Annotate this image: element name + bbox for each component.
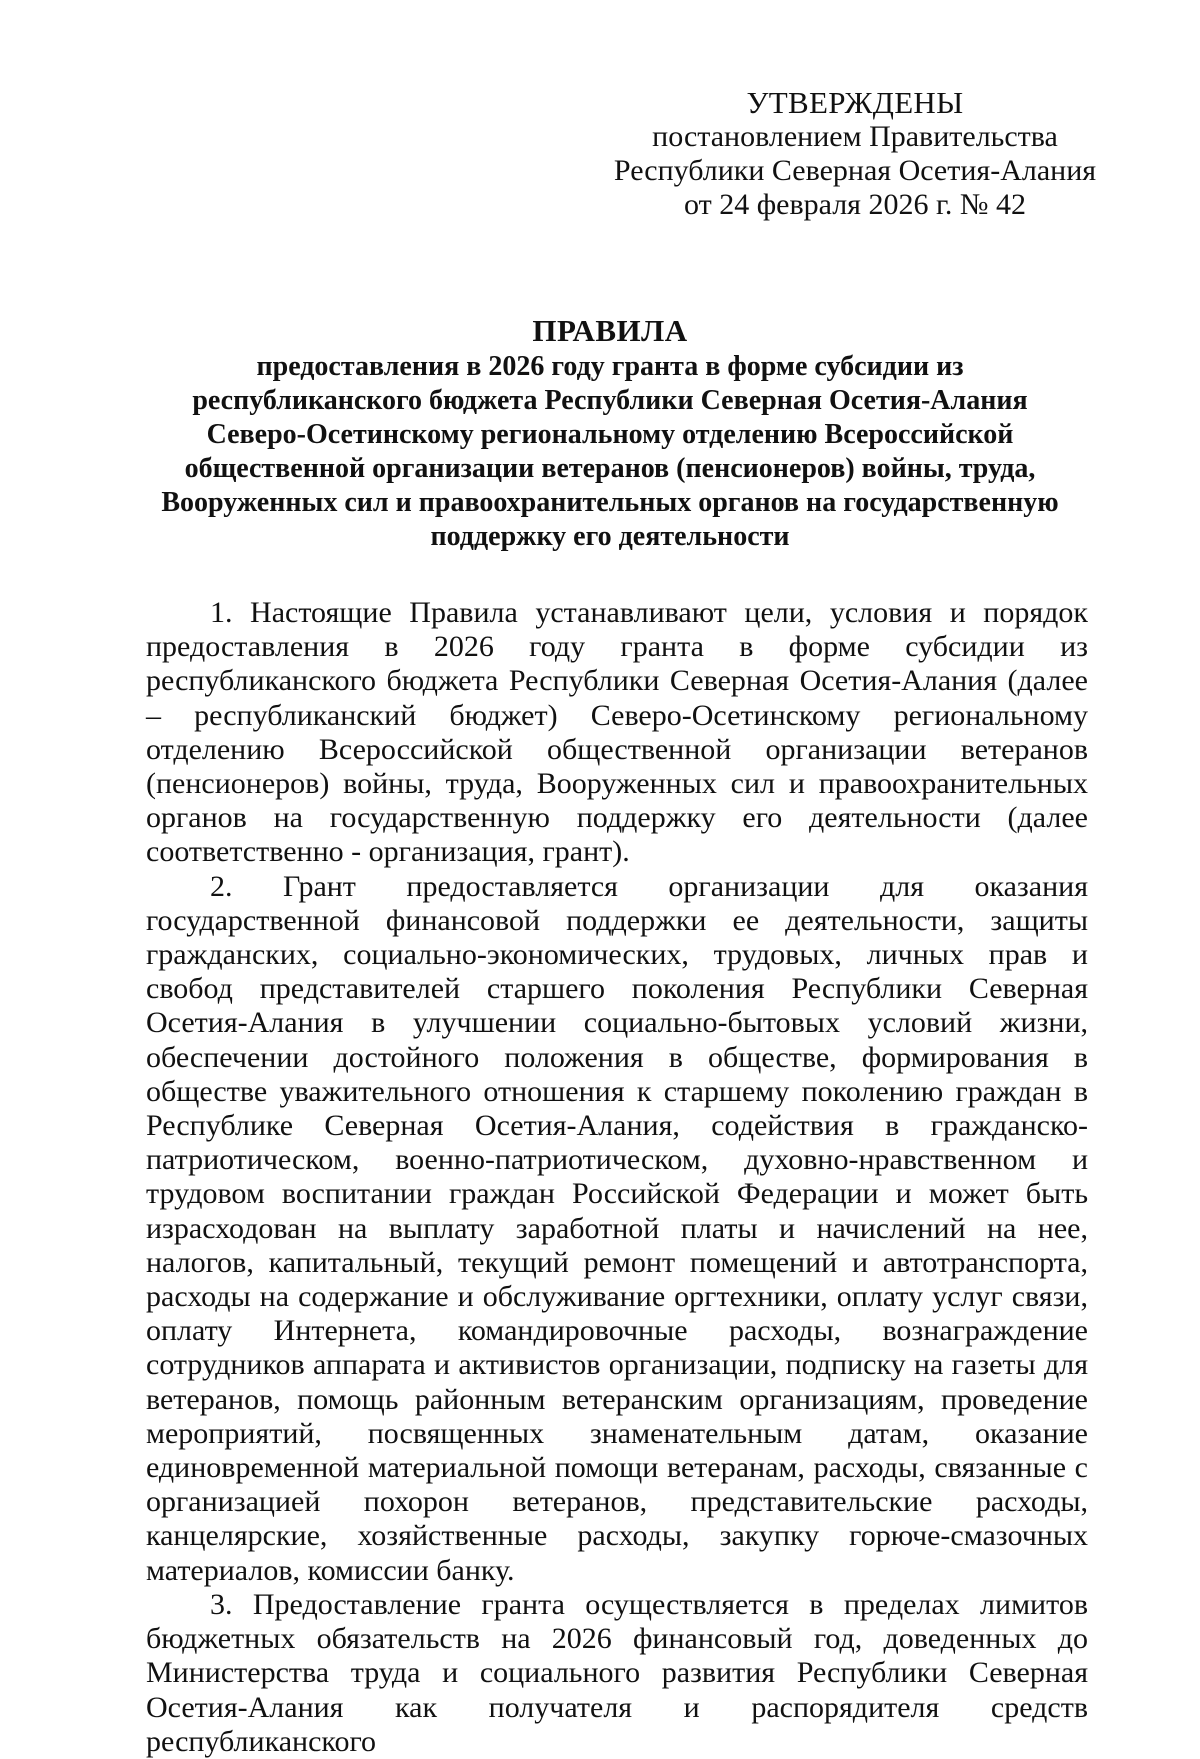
approval-line-1: постановлением Правительства — [652, 120, 1058, 153]
document-body — [146, 596, 1088, 1759]
approval-stamp — [600, 86, 1110, 222]
approval-line-3: от 24 февраля 2026 г. № 42 — [683, 188, 1027, 221]
document-subtitle: предоставления в 2026 году гранта в форме субсидии из республиканского бюджета Республики Северная Осетия-Алания Северо-Осетинскому региональному отделению Всероссийской общественной организации ветеранов (пенсионеров) войны, труда, Вооруженных сил и правоохранительных органов на государственную поддержку его деятельности — [161, 351, 1059, 552]
paragraph-2: 2. Грант предоставляется организации для оказания государственной финансовой поддержки ее деятельности, защиты гражданских, социально-экономических, трудовых, личных прав и свобод представителей старшего поколения Республики Северная Осетия-Алания в улучшении социально-бытовых условий жизни, обеспечении достойного положения в обществе, формирования в обществе уважительного отношения к старшему поколению граждан в Республике Северная Осетия-Алания, содействия в гражданско-патриотическом, военно-патриотическом, духовно-нравственном и трудовом воспитании граждан Российской Федерации и может быть израсходован на выплату заработной платы и начислений на нее, налогов, капитальный, текущий ремонт помещений и автотранспорта, расходы на содержание и обслуживание оргтехники, оплату услуг связи, оплату Интернета, командировочные расходы, вознаграждение сотрудников аппарата и активистов организации, подписку на газеты для ветеранов, помощь районным ветеранским организациям, проведение мероприятий, посвященных знаменательным датам, оказание единовременной материальной помощи ветеранам, расходы, связанные с организацией похорон ветеранов, представительские расходы, канцелярские, хозяйственные расходы, закупку горюче-смазочных материалов, комиссии банку. — [146, 869, 1088, 1587]
approval-line-2: Республики Северная Осетия-Алания — [613, 154, 1097, 187]
paragraph-3: 3. Предоставление гранта осуществляется в пределах лимитов бюджетных обязательств на 2026 финансовый год, доведенных до Министерства труда и социального развития Республики Северная Осетия-Алания как получателя и распорядителя средств республиканского — [146, 1587, 1088, 1758]
document-title-block — [150, 312, 1070, 554]
document-title: ПРАВИЛА — [532, 313, 688, 348]
paragraph-1: 1. Настоящие Правила устанавливают цели, условия и порядок предоставления в 2026 году гранта в форме субсидии из республиканского бюджета Республики Северная Осетия-Алания (далее – республиканский бюджет) Северо-Осетинскому региональному отделению Всероссийской общественной организации ветеранов (пенсионеров) войны, труда, Вооруженных сил и правоохранительных органов на государственную поддержку его деятельности (далее соответственно - организация, грант). — [146, 596, 1088, 869]
approval-title: УТВЕРЖДЕНЫ — [746, 85, 964, 120]
